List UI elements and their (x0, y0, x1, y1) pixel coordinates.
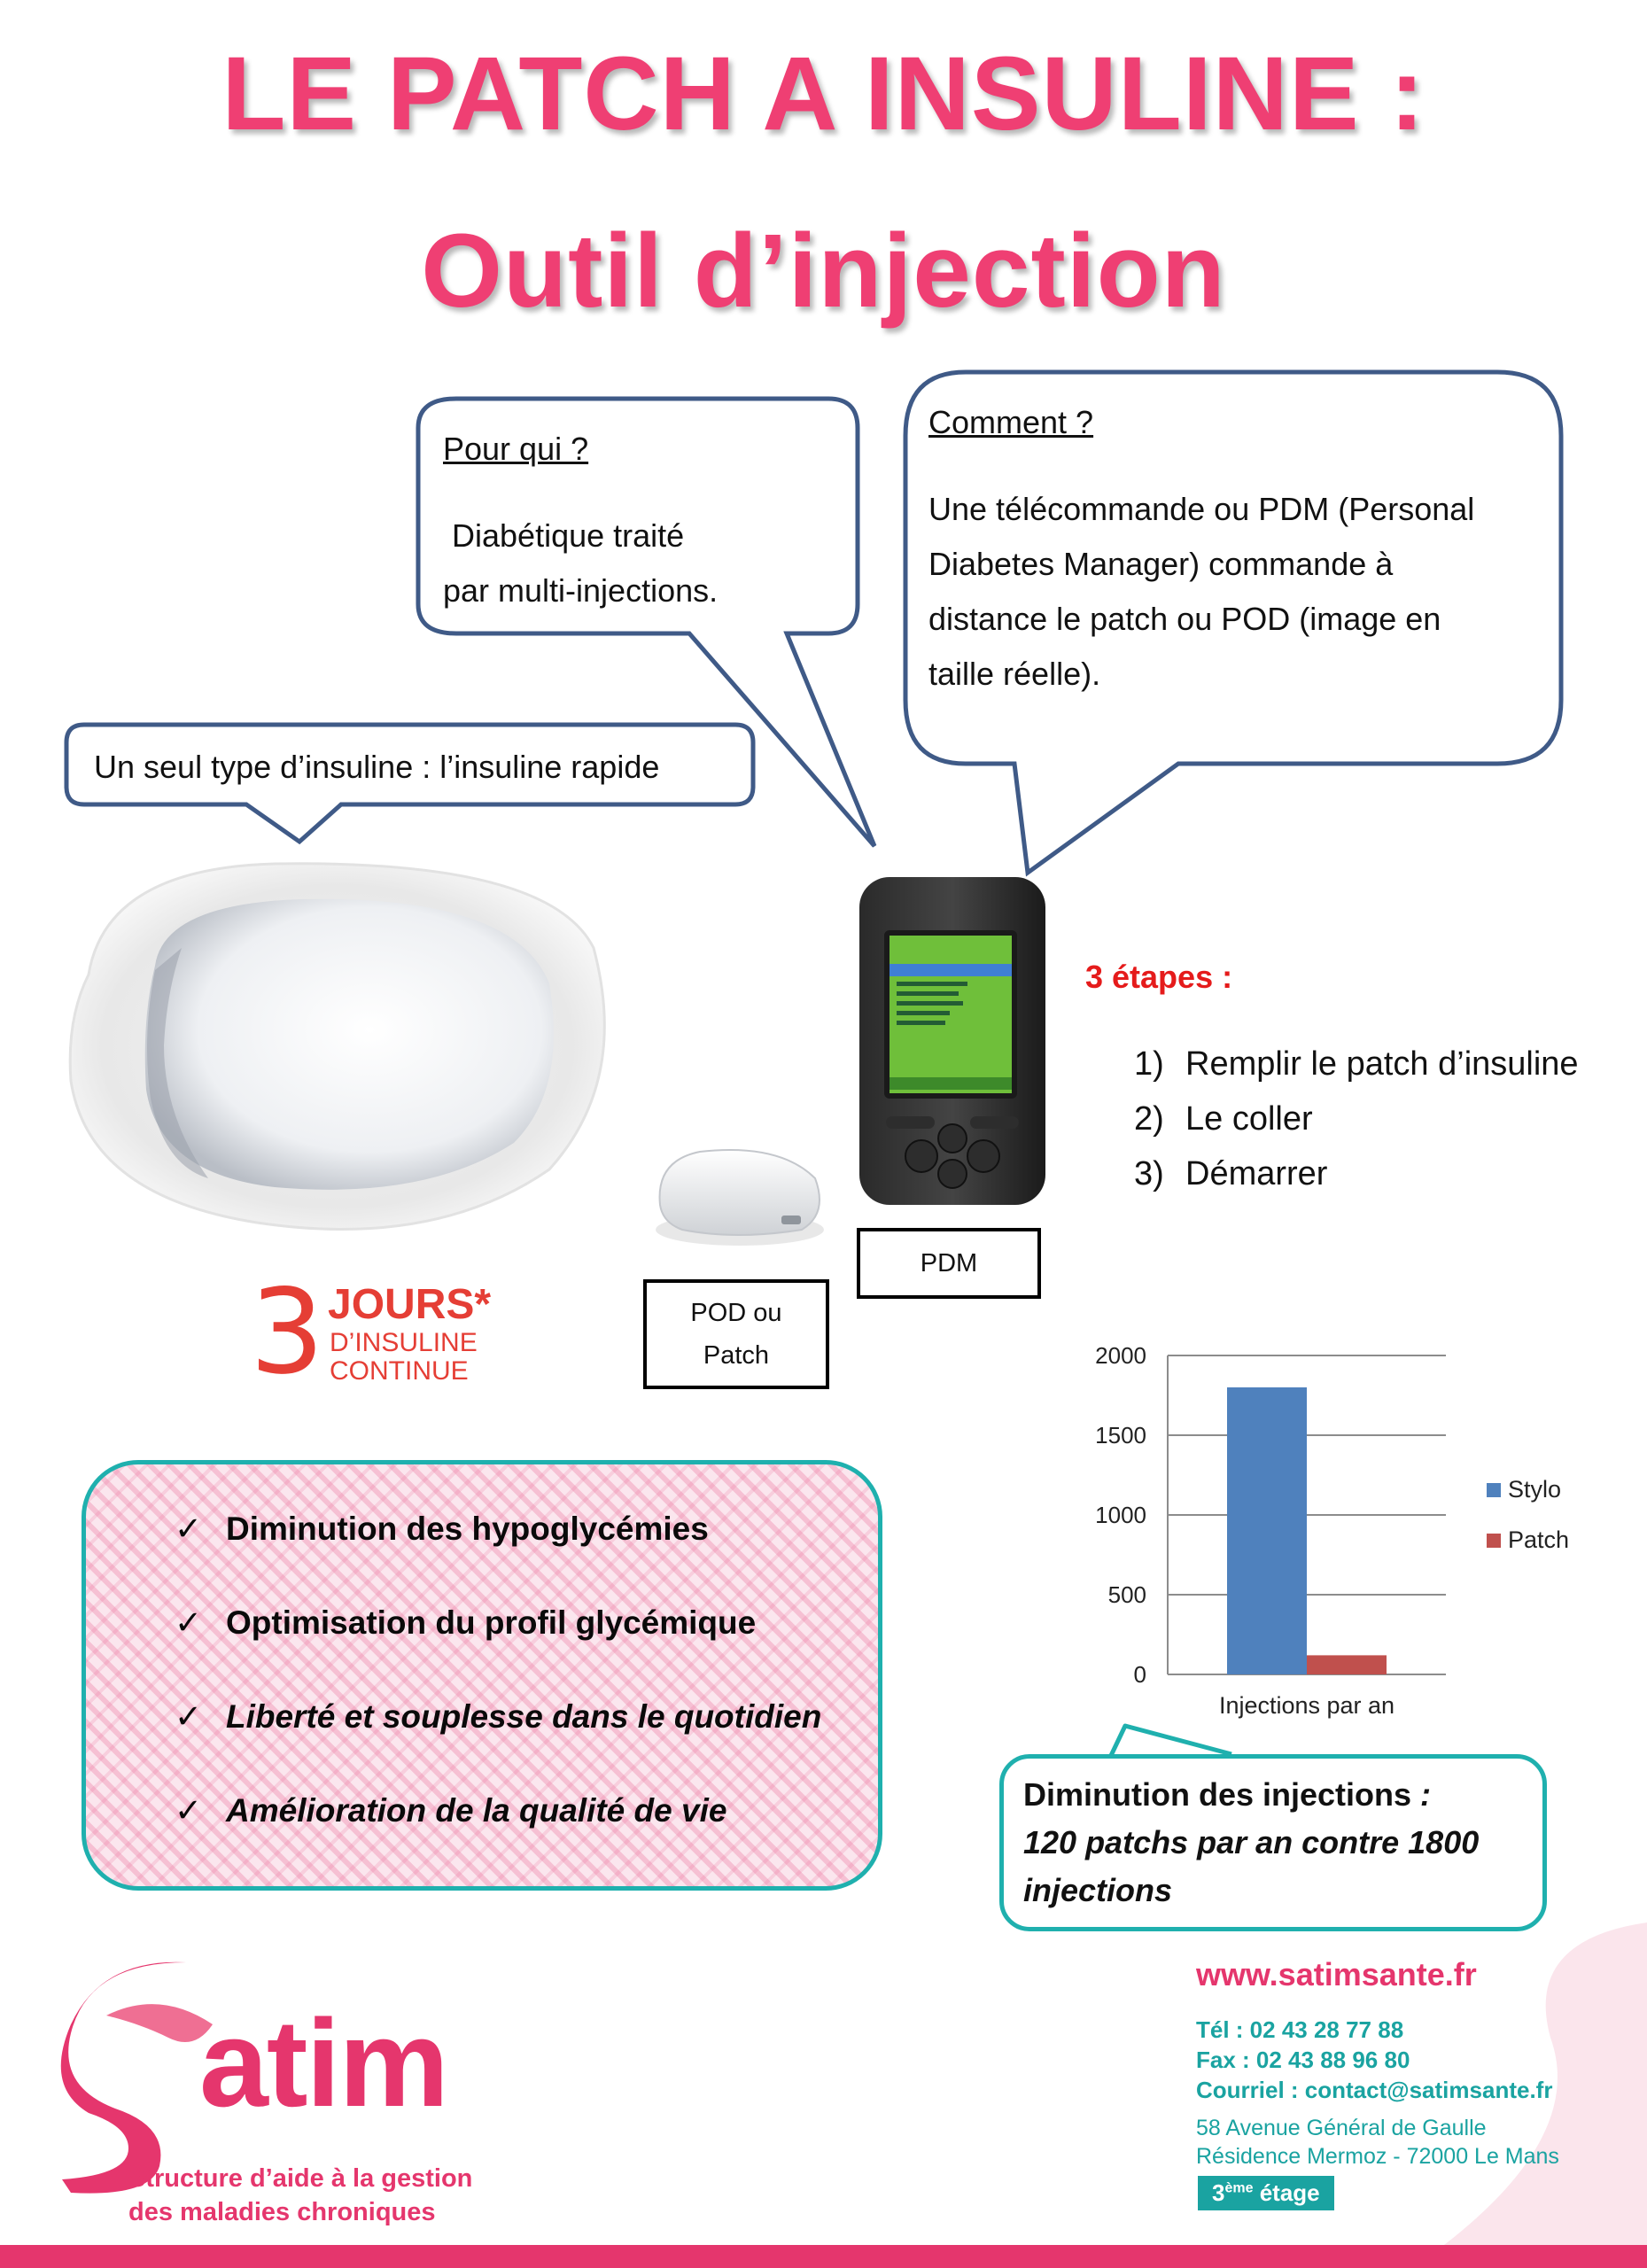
step-text: Remplir le patch d’insuline (1185, 1045, 1579, 1083)
jours-line1: JOURS* (328, 1281, 492, 1328)
floor-badge (1198, 2176, 1334, 2210)
website-link[interactable]: www.satimsante.fr (1196, 1956, 1477, 1992)
check-icon: ✓ (175, 1511, 203, 1547)
check-icon: ✓ (175, 1792, 203, 1829)
pod-label-line2: Patch (703, 1341, 770, 1370)
contact-email[interactable]: Courriel : contact@satimsante.fr (1196, 2077, 1553, 2103)
chart-legend-label: Stylo (1508, 1476, 1562, 1503)
step-text: Le coller (1185, 1100, 1313, 1138)
comment-line2: Diabetes Manager) commande à (928, 546, 1394, 582)
comment-line3: distance le patch ou POD (image en (928, 601, 1441, 637)
pdm-label: PDM (857, 1228, 1041, 1299)
comment-heading: Comment ? (928, 404, 1094, 440)
step-item (1134, 1037, 1579, 1091)
floor-number: 3 (1212, 2179, 1225, 2206)
comment-line4: taille réelle). (928, 656, 1101, 692)
injections-line3: injections (1023, 1872, 1173, 1908)
pod-label-line1: POD ou (690, 1299, 782, 1327)
pdm-device-image (851, 868, 1054, 1223)
check-icon: ✓ (175, 1604, 203, 1641)
chart-x-category-label: Injections par an (1218, 1692, 1395, 1719)
pour-qui-line1: Diabétique traité (443, 517, 685, 554)
check-icon: ✓ (175, 1698, 203, 1735)
benefit-item (175, 1789, 821, 1883)
chart-y-tick-label: 0 (1133, 1661, 1146, 1688)
benefits-box (82, 1460, 882, 1891)
address-line2: Résidence Mermoz - 72000 Le Mans (1196, 2144, 1559, 2169)
step-number: 1) (1134, 1045, 1164, 1083)
step-number: 2) (1134, 1100, 1164, 1138)
page-title: LE PATCH A INSULINE : (221, 35, 1426, 152)
satim-tagline (128, 2162, 472, 2229)
chart-y-tick-label: 2000 (1095, 1342, 1146, 1369)
chart-y-tick-label: 1500 (1095, 1422, 1146, 1449)
step-item (1134, 1146, 1579, 1201)
benefit-text: Diminution des hypoglycémies (226, 1511, 709, 1547)
pod-large-image (53, 850, 620, 1258)
benefit-text: Liberté et souplesse dans le quotidien (226, 1698, 822, 1735)
benefit-text: Optimisation du profil glycémique (226, 1604, 757, 1641)
injections-line1-colon: : (1411, 1776, 1432, 1813)
comment-line1: Une télécommande ou PDM (Personal (928, 491, 1475, 527)
jours-line2: D’INSULINE (330, 1328, 478, 1357)
page-subtitle: Outil d’injection (421, 213, 1226, 330)
floor-word: étage (1253, 2179, 1320, 2206)
chart-bar-patch (1307, 1655, 1387, 1674)
chart-legend-swatch (1487, 1483, 1501, 1497)
benefit-item (175, 1695, 821, 1789)
contact-fax: Fax : 02 43 88 96 80 (1196, 2047, 1410, 2073)
chart-legend-swatch (1487, 1534, 1501, 1548)
benefit-text: Amélioration de la qualité de vie (226, 1792, 727, 1829)
steps-title: 3 étapes : (1085, 959, 1233, 995)
chart-y-tick-label: 500 (1107, 1581, 1146, 1608)
insuline-text: Un seul type d’insuline : l’insuline rapide (94, 749, 660, 785)
satim-tagline-line2: des maladies chroniques (128, 2198, 436, 2226)
floor-suffix: ème (1224, 2180, 1254, 2196)
pour-qui-heading: Pour qui ? (443, 431, 589, 467)
step-number: 3) (1134, 1155, 1164, 1192)
pod-label (643, 1279, 829, 1389)
injections-line2: 120 patchs par an contre 1800 (1023, 1824, 1480, 1860)
footer-bar (0, 2245, 1647, 2268)
pod-small-image (647, 1134, 833, 1258)
jours-line3: CONTINUE (330, 1356, 469, 1386)
steps-list (1134, 1037, 1579, 1201)
address-line1: 58 Avenue Général de Gaulle (1196, 2116, 1487, 2140)
jours-number: 3 (250, 1264, 324, 1401)
chart-bar-stylo (1227, 1387, 1307, 1674)
satim-logo-text: atim (199, 1993, 447, 2132)
satim-tagline-line1: Structure d’aide à la gestion (128, 2164, 473, 2193)
benefits-list (175, 1507, 821, 1883)
chart-legend-label: Patch (1508, 1526, 1570, 1553)
chart-y-tick-label: 1000 (1095, 1502, 1146, 1528)
step-text: Démarrer (1185, 1155, 1328, 1192)
injections-chart (1063, 1329, 1595, 1736)
step-item (1134, 1091, 1579, 1146)
injections-line1: Diminution des injections (1023, 1776, 1412, 1813)
benefit-item (175, 1507, 821, 1601)
pour-qui-line2: par multi-injections. (443, 572, 719, 609)
benefit-item (175, 1601, 821, 1695)
contact-tel: Tél : 02 43 28 77 88 (1196, 2016, 1404, 2043)
